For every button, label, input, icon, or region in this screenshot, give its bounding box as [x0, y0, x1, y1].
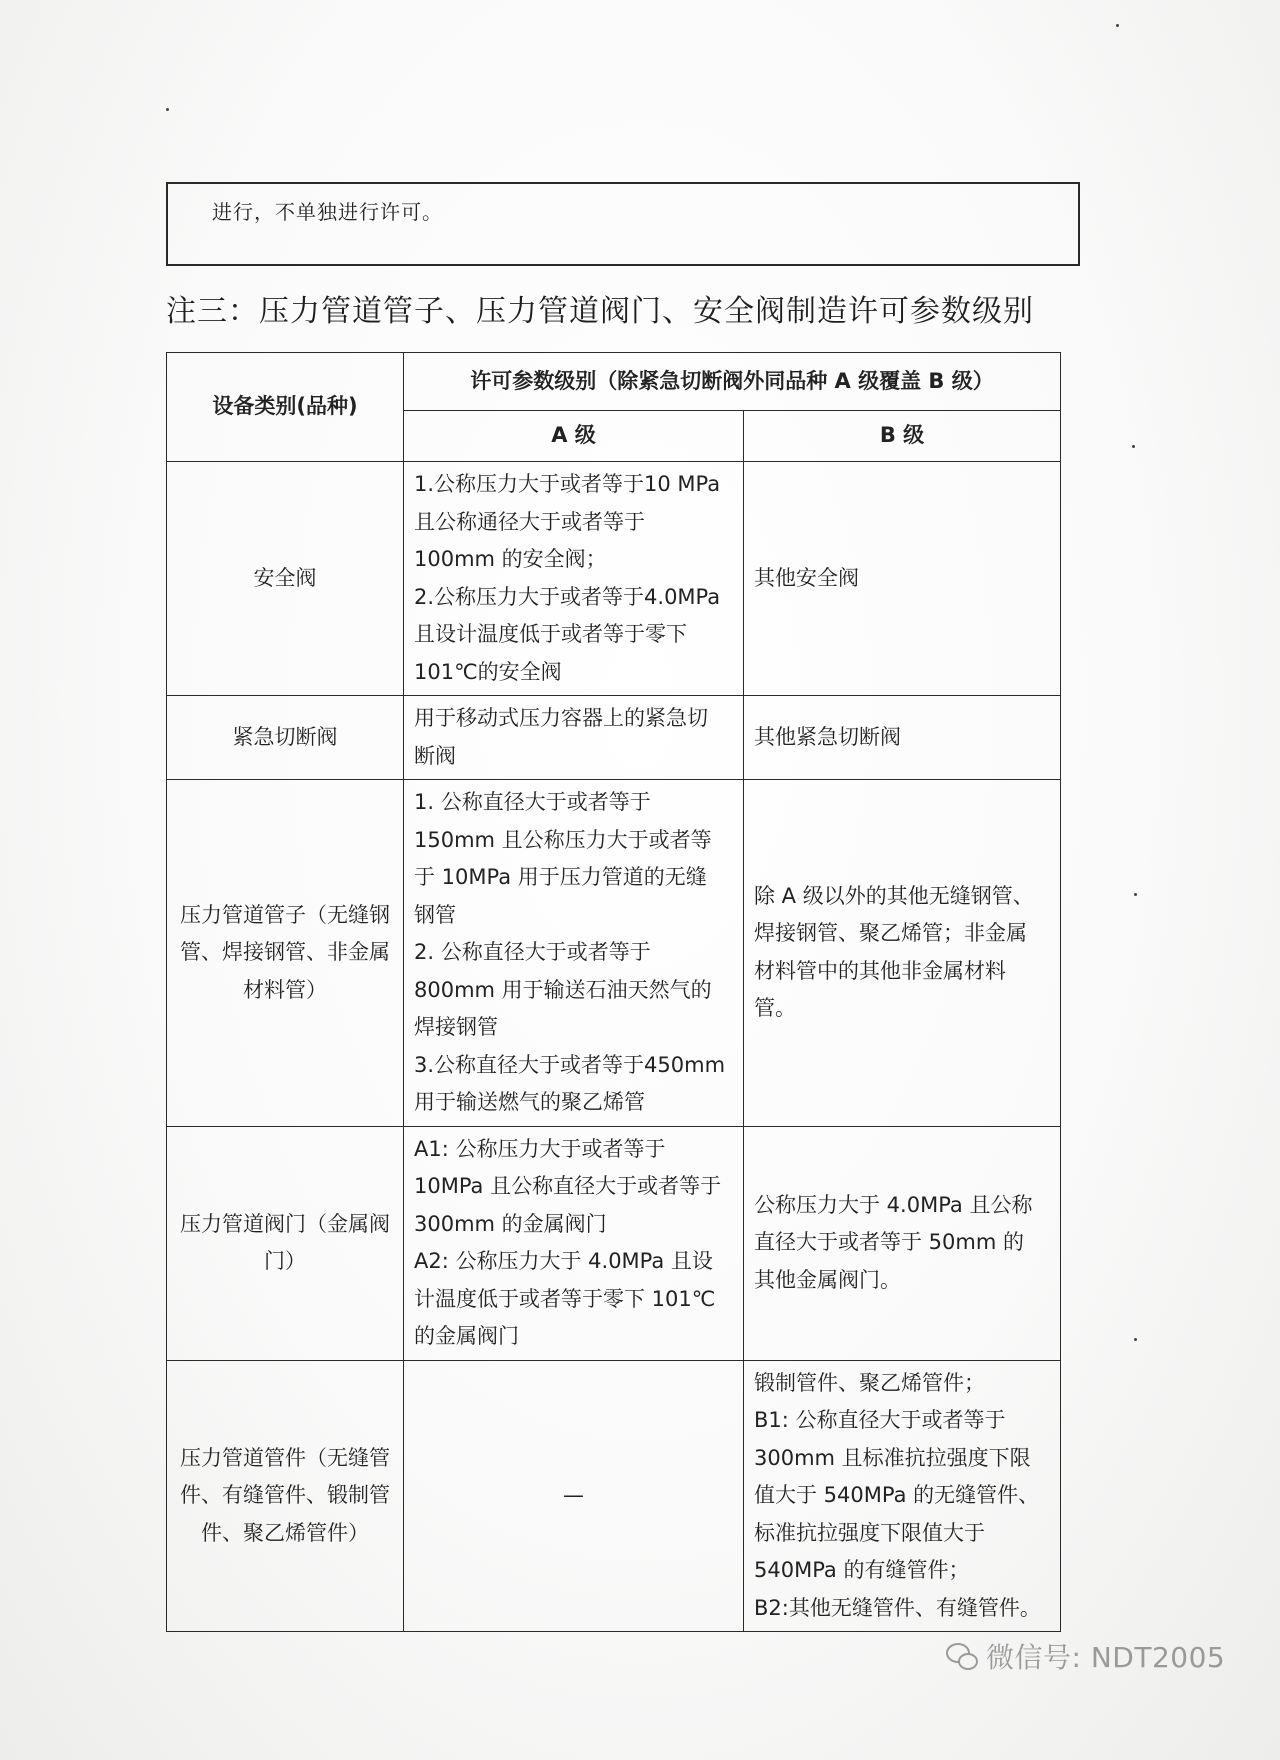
scan-speck	[1134, 1338, 1137, 1341]
table-row	[167, 462, 1061, 696]
header-level-b: B 级	[744, 410, 1061, 461]
header-level-a: A 级	[404, 410, 744, 461]
table-row	[167, 1360, 1061, 1632]
category-cell: 压力管道管子（无缝钢 管、焊接钢管、非金属 材料管）	[167, 780, 404, 1127]
table-header-row	[167, 353, 1061, 411]
level-b-cell: 除 A 级以外的其他无缝钢管、 焊接钢管、聚乙烯管；非金属 材料管中的其他非金属材料 管。	[744, 780, 1061, 1127]
category-cell: 压力管道管件（无缝管 件、有缝管件、锻制管 件、聚乙烯管件）	[167, 1360, 404, 1632]
header-param-level: 许可参数级别（除紧急切断阀外同品种 A 级覆盖 B 级）	[404, 353, 1061, 411]
category-cell: 紧急切断阀	[167, 696, 404, 780]
continued-note-text: 进行，不单独进行许可。	[212, 200, 443, 224]
permit-parameter-table	[166, 352, 1061, 1632]
scan-speck	[1116, 24, 1119, 27]
category-cell: 安全阀	[167, 462, 404, 696]
continued-note-box	[166, 182, 1080, 266]
wechat-icon	[946, 1643, 978, 1669]
scan-speck	[1134, 893, 1137, 896]
level-a-cell: 用于移动式压力容器上的紧急切 断阀	[404, 696, 744, 780]
wechat-watermark	[946, 1636, 1225, 1676]
watermark-text: 微信号: NDT2005	[986, 1641, 1226, 1674]
scan-speck	[166, 108, 169, 111]
level-b-cell: 其他安全阀	[744, 462, 1061, 696]
table-row	[167, 696, 1061, 780]
table-row	[167, 780, 1061, 1127]
category-cell: 压力管道阀门（金属阀 门）	[167, 1126, 404, 1360]
header-category: 设备类别(品种)	[167, 353, 404, 462]
level-b-cell: 锻制管件、聚乙烯管件； B1: 公称直径大于或者等于 300mm 且标准抗拉强度下限 值大于 540MPa 的无缝管件、 标准抗拉强度下限值大于 540MPa 的有缝管件； B2:其他无缝管件、有缝管件。	[744, 1360, 1061, 1632]
level-b-cell: 其他紧急切断阀	[744, 696, 1061, 780]
level-a-cell: —	[404, 1360, 744, 1632]
level-a-cell: 1.公称压力大于或者等于10 MPa 且公称通径大于或者等于 100mm 的安全阀； 2.公称压力大于或者等于4.0MPa 且设计温度低于或者等于零下 101℃的安全阀	[404, 462, 744, 696]
scan-speck	[1132, 445, 1135, 448]
level-a-cell: A1: 公称压力大于或者等于 10MPa 且公称直径大于或者等于 300mm 的金属阀门 A2: 公称压力大于 4.0MPa 且设 计温度低于或者等于零下 101℃ 的金属阀门	[404, 1126, 744, 1360]
level-b-cell: 公称压力大于 4.0MPa 且公称 直径大于或者等于 50mm 的 其他金属阀门。	[744, 1126, 1061, 1360]
table-row	[167, 1126, 1061, 1360]
level-a-cell: 1. 公称直径大于或者等于 150mm 且公称压力大于或者等 于 10MPa 用于压力管道的无缝 钢管 2. 公称直径大于或者等于 800mm 用于输送石油天然气的 焊接钢管 3.公称直径大于或者等于450mm 用于输送燃气的聚乙烯管	[404, 780, 744, 1127]
note-three-title: 注三：压力管道管子、压力管道阀门、安全阀制造许可参数级别	[166, 294, 1034, 329]
